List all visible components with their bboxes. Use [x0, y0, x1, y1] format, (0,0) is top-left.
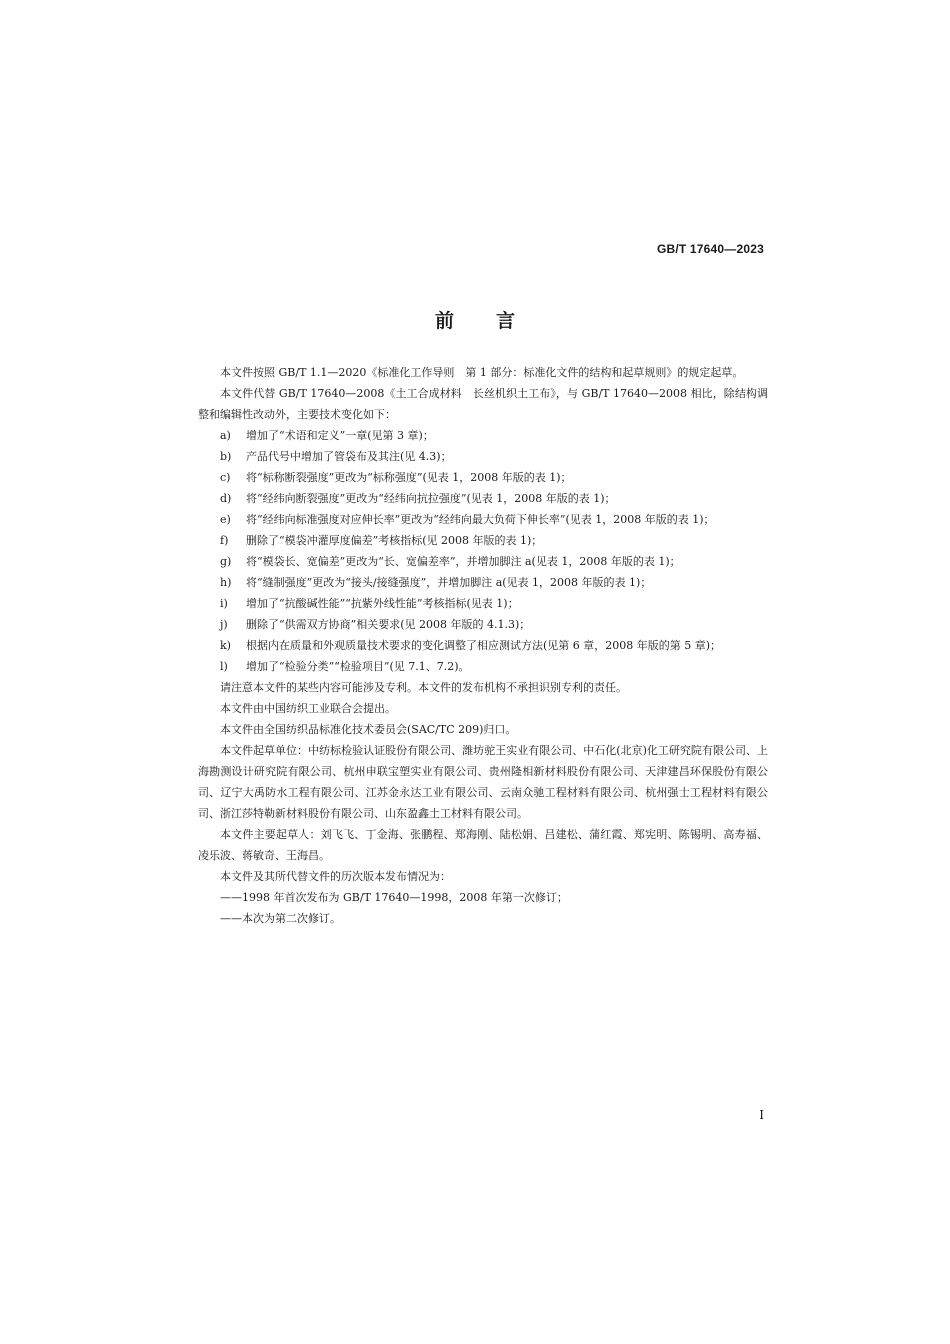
list-text: 增加了“抗酸碱性能”“抗紫外线性能”考核指标(见表 1)；: [246, 597, 519, 610]
list-item: [198, 530, 768, 551]
list-marker: b): [220, 450, 232, 463]
drafting-units-paragraph: 本文件起草单位：中纺标检验认证股份有限公司、潍坊驼王实业有限公司、中石化(北京)化工研究院有限公司、上海勘测设计研究院有限公司、杭州申联宝塑实业有限公司、贵州隆相新材料股份有限公司、天津建昌环保股份有限公司、辽宁大禹防水工程有限公司、江苏金永达工业有限公司、云南众驰工程材料有限公司、杭州强士工程材料有限公司、浙江莎特勒新材料股份有限公司、山东盈鑫土工材料有限公司。: [198, 744, 768, 820]
list-item: [198, 593, 768, 614]
history-item: ——1998 年首次发布为 GB/T 17640—1998，2008 年第一次修订；: [220, 891, 568, 904]
list-marker: k): [220, 639, 231, 652]
preface-body: [198, 362, 768, 929]
list-item: [198, 467, 768, 488]
changes-list: [198, 425, 768, 677]
list-item: [198, 446, 768, 467]
list-item: [198, 488, 768, 509]
list-marker: j): [220, 618, 228, 631]
history-item: ——本次为第二次修订。: [220, 912, 341, 925]
intro-paragraph: 本文件代替 GB/T 17640—2008《土工合成材料 长丝机织土工布》，与 GB/T 17640—2008 相比，除结构调整和编辑性改动外，主要技术变化如下：: [198, 387, 768, 421]
list-text: 产品代号中增加了管袋布及其注(见 4.3)；: [246, 450, 452, 463]
proposer-paragraph: 本文件由中国纺织工业联合会提出。: [220, 702, 396, 715]
list-text: 删除了“模袋冲灌厚度偏差”考核指标(见 2008 年版的表 1)；: [246, 534, 543, 547]
list-text: 将“经纬向断裂强度”更改为“经纬向抗拉强度”(见表 1，2008 年版的表 1)；: [246, 492, 616, 505]
list-text: 将“经纬向标准强度对应伸长率”更改为“经纬向最大负荷下伸长率”(见表 1，2008 年版的表 1)；: [246, 513, 715, 526]
list-text: 根据内在质量和外观质量技术要求的变化调整了相应测试方法(见第 6 章，2008 年版的第 5 章)；: [246, 639, 722, 652]
drafters-paragraph: 本文件主要起草人：刘飞飞、丁金海、张鹏程、郑海刚、陆松娟、吕建松、蒲红霞、郑宪明、陈锡明、高寿福、凌乐波、蒋敏奇、王海昌。: [198, 828, 768, 862]
list-marker: g): [220, 555, 232, 568]
list-item: [198, 551, 768, 572]
page-number: I: [759, 1108, 764, 1122]
list-marker: e): [220, 513, 231, 526]
list-text: 将“缝制强度”更改为“接头/接缝强度”，并增加脚注 a(见表 1，2008 年版的表 1)；: [246, 576, 652, 589]
list-text: 将“标称断裂强度”更改为“标称强度”(见表 1，2008 年版的表 1)；: [246, 471, 572, 484]
list-marker: i): [220, 597, 228, 610]
list-item: [198, 656, 768, 677]
intro-paragraph: 本文件按照 GB/T 1.1—2020《标准化工作导则 第 1 部分：标准化文件的结构和起草规则》的规定起草。: [220, 366, 744, 379]
list-item: [198, 572, 768, 593]
page-title: 前言: [434, 310, 557, 332]
list-text: 增加了“术语和定义”一章(见第 3 章)；: [246, 429, 434, 442]
list-marker: h): [220, 576, 232, 589]
list-item: [198, 425, 768, 446]
list-item: [198, 614, 768, 635]
list-marker: c): [220, 471, 231, 484]
standard-number: GB/T 17640—2023: [656, 242, 764, 256]
patent-notice: 请注意本文件的某些内容可能涉及专利。本文件的发布机构不承担识别专利的责任。: [220, 681, 627, 694]
list-text: 删除了“供需双方协商”相关要求(见 2008 年版的 4.1.3)；: [246, 618, 531, 631]
list-item: [198, 509, 768, 530]
list-marker: f): [220, 534, 229, 547]
list-marker: a): [220, 429, 231, 442]
list-text: 增加了“检验分类”“检验项目”(见 7.1、7.2)。: [246, 660, 470, 673]
list-marker: l): [220, 660, 228, 673]
list-text: 将“模袋长、宽偏差”更改为“长、宽偏差率”，并增加脚注 a(见表 1，2008 年版的表 1)；: [246, 555, 681, 568]
history-intro-paragraph: 本文件及其所代替文件的历次版本发布情况为：: [220, 870, 451, 883]
committee-paragraph: 本文件由全国纺织品标准化技术委员会(SAC/TC 209)归口。: [220, 723, 517, 736]
list-marker: d): [220, 492, 232, 505]
list-item: [198, 635, 768, 656]
